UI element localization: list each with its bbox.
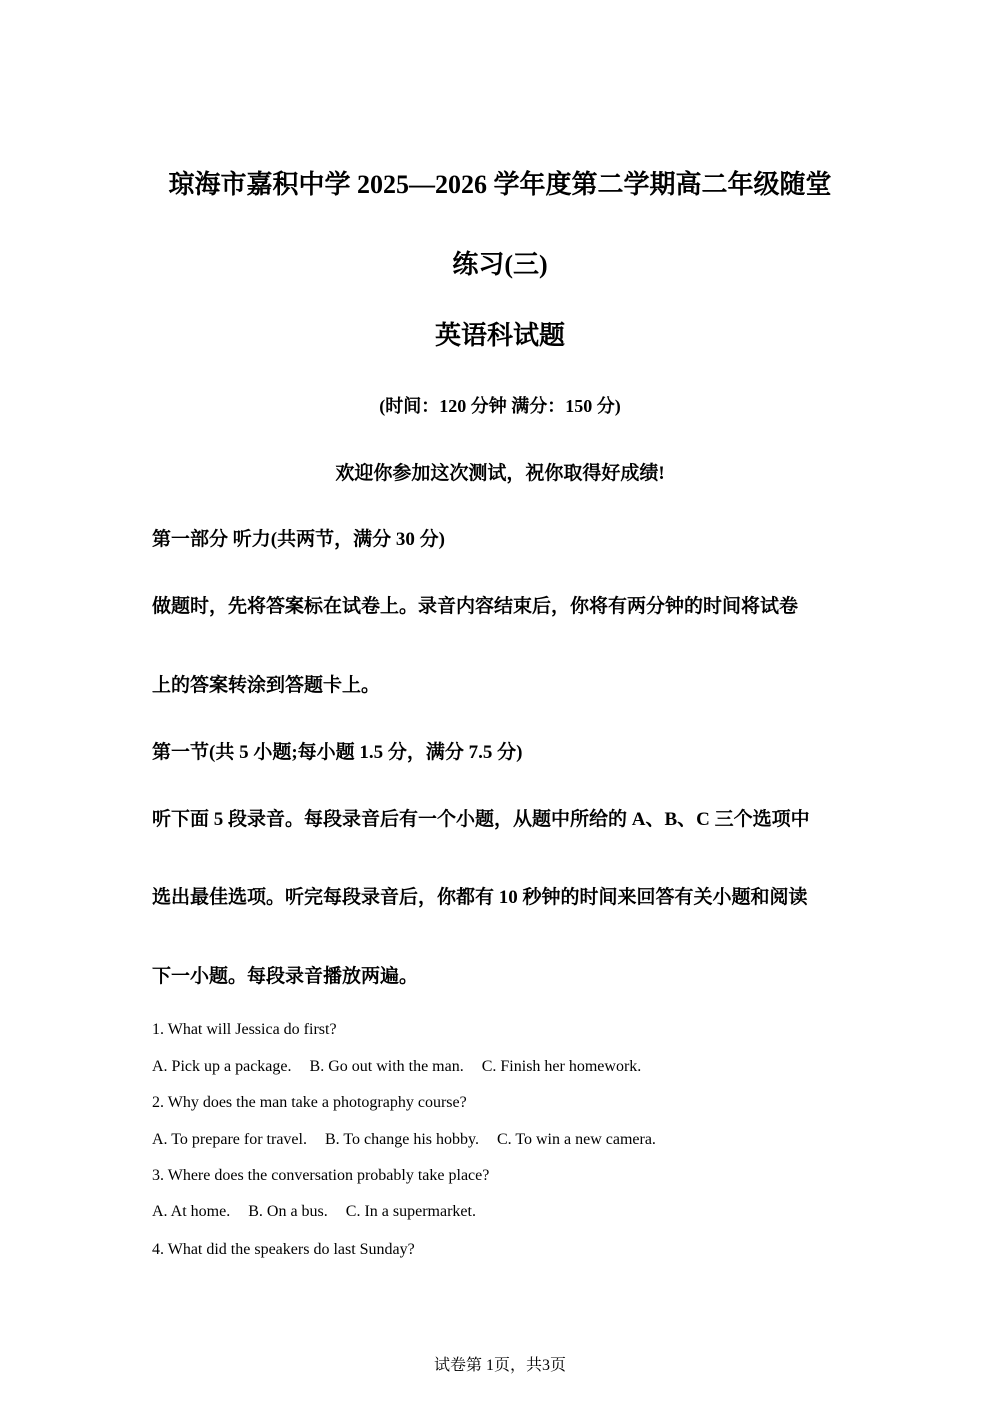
section1-instruction-line3: 下一小题。每段录音播放两遍。 (152, 966, 419, 987)
option-c: C. To win a new camera. (496, 1131, 656, 1148)
option-b: B. On a bus. (248, 1203, 328, 1220)
question-stem: 4. What did the speakers do last Sunday? (152, 1241, 415, 1258)
question-options (152, 1130, 670, 1150)
option-b: B. Go out with the man. (309, 1058, 464, 1075)
option-a: A. Pick up a package. (152, 1058, 292, 1075)
greeting: 欢迎你参加这次测试，祝你取得好成绩! (335, 463, 665, 484)
option-a: A. At home. (152, 1203, 231, 1220)
option-c: C. In a supermarket. (345, 1203, 476, 1220)
question-stem: 1. What will Jessica do first? (152, 1021, 337, 1038)
part1-heading: 第一部分 听力(共两节，满分 30 分) (152, 529, 445, 550)
section1-heading: 第一节(共 5 小题;每小题 1.5 分，满分 7.5 分) (152, 742, 523, 763)
question-options (152, 1202, 490, 1222)
question-options (152, 1057, 655, 1077)
subject-title: 英语科试题 (434, 321, 565, 350)
question-stem: 2. Why does the man take a photography course? (152, 1094, 467, 1111)
option-c: C. Finish her homework. (481, 1058, 642, 1075)
section1-instruction-line2: 选出最佳选项。听完每段录音后，你都有 10 秒钟的时间来回答有关小题和阅读 (152, 887, 808, 908)
time-info: (时间：120 分钟 满分：150 分) (379, 396, 621, 416)
section1-instruction-line1: 听下面 5 段录音。每段录音后有一个小题，从题中所给的 A、B、C 三个选项中 (152, 809, 810, 830)
part1-instruction-line1: 做题时，先将答案标在试卷上。录音内容结束后，你将有两分钟的时间将试卷 (152, 596, 799, 617)
option-b: B. To change his hobby. (324, 1131, 479, 1148)
exam-title-line1: 琼海市嘉积中学 2025—2026 学年度第二学期高二年级随堂 (168, 170, 832, 199)
page-footer: 试卷第 1页，共3页 (433, 1357, 566, 1374)
option-a: A. To prepare for travel. (152, 1131, 307, 1148)
part1-instruction-line2: 上的答案转涂到答题卡上。 (152, 675, 381, 696)
question-stem: 3. Where does the conversation probably take place? (152, 1167, 490, 1184)
exam-title-line2: 练习(三) (452, 250, 548, 279)
